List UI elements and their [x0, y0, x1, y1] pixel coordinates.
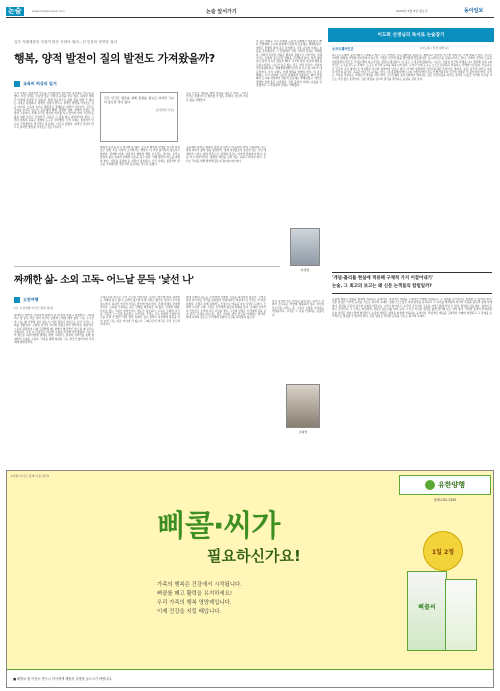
column2-author: [글: 고전여행 시리즈 관련 필자]: [14, 306, 54, 310]
ad-body-line-4: 이제 건강을 지킬 때입니다.: [157, 609, 222, 615]
column1-header: [14, 80, 57, 88]
ad-block: [6, 470, 494, 688]
masthead-brand: 동아일보: [464, 8, 484, 14]
divider-mid: [14, 266, 280, 267]
photo-2: [286, 384, 320, 428]
masthead-url: www.midsnonsul.com: [32, 9, 65, 13]
photo-1-caption: 최정현: [300, 268, 310, 272]
ad-body: [157, 581, 367, 617]
ad-badge: [423, 531, 463, 571]
body-text-col4: 모든 인간은 생존을 위해 물질을 필요로 한다. 그러나 인간은 물질만으로 행복할 수 없는 존재다. 정신적 가치가 삶을 지탱한다.: [186, 92, 248, 102]
ad-body-line-3: 우리 가족의 행복 영양제입니다.: [157, 600, 232, 606]
section-tag: 논술: [8, 7, 22, 15]
body-text-col1: 우리 사회는 물질적인 빈곤을 극복했지만 정신적인 풍요에는 이르지 못했다. 이런 주장은 오늘날 많은 이들의 공감을 얻고 있다. 하지만 행복은 어떻게 측정할 수 있을까. 경제 지표만으로 삶의 질을 말할 수 없다는 사실은 분명하다. 양적인 성장이 반드시 질적인 발전을 가져오는 것은 아니며, 소득이 늘어도 행복감은 정체되는 현상이 나타난다. 우리는 무엇을 놓치고 있는가. 공동체의 해체, 경쟁의 심화, 관계의 단절은 성장의 그늘이다. 이제 우리는 발전의 의미를 다시 물어야 한다. 인간다운 삶을 위한 조건은 무엇인가. 교육은 그 답을 찾는 과정이어야 한다. 그러나 현실의 교육은 경쟁의 도구로 전락했다. 우리 사회는 물질적인 빈곤을 극복했지만 정신적인 풍요에는 이르지 못했다. 양적인 성장이 반드시 질적인 발전을 가져오는 것은 아니다.: [14, 92, 94, 130]
top-kicker: 일부 지배계층의 특권이 많은 사람의 권리…진 인류의 당연한 권리: [14, 40, 117, 44]
ad-price: 판매:102-1200: [433, 498, 457, 502]
body-text-b1: 현대인은 바쁘다. 아침부터 밤까지 쉴 새 없이 일하고 경쟁한다. 그런데 어느 날 문득 거울 속의 자신이 낯설게 느껴질 때가 있다. 나는 누구인가, 나는 왜 이렇게 살고 있는가. 이런 질문이 떠오르는 순간 우리는 소외를 경험한다. 소외란 인간이 자신의 본질로부터 멀어지는 현상이다. 노동의 결과물이 나와 무관해질 때, 관계가 형식적인 것이 될 때 우리는 소외된다. 고전 속 인물들은 이러한 소외를 어떻게 마주했을까. 카프카의 변신은 하루아침에 벌레로 변한 그레고르 잠자의 이야기를 통해 현대인의 소외를 그린다. 가족을 위해 일하던 그는 쓸모가 없어지자 가족에게 외면당한다.: [14, 314, 94, 345]
right-author-label: 소프트웨어인간: [332, 47, 354, 51]
ad-brand-icon: [425, 480, 435, 490]
ad-pack-box: [407, 571, 447, 651]
right-top-banner: [328, 28, 494, 42]
question-line-2: 논술, 그 최고의 보고는 왜 신문 논객들의 칼럼일까?: [332, 284, 432, 289]
ad-pack-box-2: [445, 579, 477, 651]
headline-1: 행복, 양적 발전이 질의 발전도 가져왔을까?: [14, 52, 215, 65]
body-text-col3: 공동체의 회복은 행복의 전제 조건이다. 이웃과의 관계, 가족과의 시간, 일의 의미가 삶의 질을 결정한다. 경제 성장률보다 중요한 것은 국민 개개인이 느끼는 삶의 만족도다. 정책의 목표도 여기에 맞춰져야 한다. 교육 역시 마찬가지다. 행복한 개인을 길러 내는 교육이 되어야 한다. 우리는 무엇을 위해 발전해 왔는지 돌아보아야 한다.: [186, 146, 266, 163]
right-body-1: (1) 소프트웨어 중심사회가 도래하고 있다. 모든 산업이 소프트웨어를 중심으로 재편되고 있으며, 인간의 일자리도 크게 변하고 있다. 우리는 이러한 변화를 어떻게 받아들여야 하는가. 기술은 인간의 삶을 편리하게 만들었지만, 동시에 인간을 소외시키기도 한다. 기계가 인간의 노동을 대신하면서 인간은 무엇을 해야 하는가라는 질문이 제기된다. 이 글은 그 질문에 답하려는 시도다. 기술과 인간의 관계를 다시 생각해 보자. (2) 인간은 도구를 만드는 존재다. 도구는 인간의 능력을 확장시켜 왔다. 그러나 이제 도구는 스스로 판단하고 학습하는 단계에 이르렀다. 인공지능은 인간의 고유 영역으로 여겨졌던 사고의 영역까지 넘보고 있다. 이러한 상황에서 인간다움이란 무엇인가. 창의성, 공감, 윤리적 판단은 여전히 인간의 몫이다. 교육은 바로 이 능력을 기르는 데 집중해야 한다. (3) 기술의 발전 속도가 빨라질수록 인간의 성찰은 더 깊어져야 한다. 우리는 기술을 사용하는 주체로서 책임을 져야 한다. 소프트웨어 중심사회에서 살아남는 길은 인간다움을 지키는 것이다. 논술은 이러한 사고를 기르는 가장 좋은 훈련이다. 신문 칼럼을 읽으며 생각을 정리하는 습관을 길러 보자.: [332, 54, 492, 81]
column1-title: 교육비 허상의 일거: [23, 81, 57, 86]
quote-text: 모든 인간은 생존을 위해 물질을 필요로 하지만 그보다 중요한 것이 있다.: [104, 96, 174, 104]
masthead-rule: [6, 17, 494, 18]
ad-footer: [7, 669, 494, 687]
ad-footer-text: ■ 삐콜씨 합 이용시 반드시 약사에게 제품의 설명을 들으시기 바랍니다.: [13, 677, 113, 681]
section-title: 논술 앞서가기: [206, 9, 237, 15]
ad-brand: 유한양행: [437, 481, 466, 489]
photo-2-caption: 조희영: [298, 430, 308, 434]
body-text-b4: 결국 중요한 것은 자신을 잃지 않는 것이다. 사회가 요구하는 역할에 매몰되지 않고 자신의 목소리를 지키는 것, 그것이 소외를 이겨내는 첫걸음이다. 고전은 그 길을 안내하는 등불이다.: [272, 300, 324, 317]
ad-brand-box: [399, 475, 491, 495]
photo-1: [290, 228, 320, 266]
body-text-mid: 이 같은 변화는 우리 사회의 구조적 문제에서 비롯된다. 빠른 산업화와 도시화 과정에서 전통적 공동체는 해체되었고, 개인은 경쟁의 장에 홀로 남겨졌다. 성장 중심의 사회는 효율을 강조했지만, 그 과정에서 사람 사이의 신뢰는 약해졌다. 사회적 자본의 결핍은 행복의 결핍으로 이어진다. 이제 우리는 성장의 속도보다 방향을 고민해야 한다. 양적 팽창보다 질적 성숙이 필요한 때다. 국가의 발전 지표에 행복을 포함시키려는 시도가 늘고 있는 것도 이런 이유다. 부탄의 국민총행복지수, 경제협력개발기구의 더 나은 삶 지수가 대표적이다. 우리 사회도 이제 행복을 말해야 한다. 이 같은 변화는 우리 사회의 구조적 문제에서 비롯된다. 빠른 산업화와 도시화 과정에서 전통적 공동체는 해체되었고, 개인은 경쟁의 장에 홀로 남겨졌다. 성장 중심의 사회는 효율을 강조했지만 그 과정에서 신뢰는 약해졌다.: [256, 40, 322, 88]
ad-body-line-1: 가족의 행복은 건강에서 시작됩니다.: [157, 582, 242, 588]
column2-title: 고전여행: [23, 297, 39, 302]
right-author-sub: [이도희 / 부산대학교]: [420, 46, 449, 50]
masthead-date: 2009년 5월 8일 월요일: [396, 9, 428, 13]
masthead: [6, 5, 494, 17]
ad-body-line-2: 삐콜를 꽤고 활력을 유지하세요!: [157, 591, 232, 597]
column2-header: [14, 296, 38, 304]
column1-icon: [14, 81, 20, 87]
quote-box: [100, 92, 178, 142]
body-text-col2: 행복의 조건을 다시 생각해 볼 때다. 소득과 행복의 관계를 연구한 학자들은 일정 수준 이상의 소득에서는 행복이 더 이상 증가하지 않는다고 말한다. 관계와 의미, 자율성이 행복의 핵심 요소라는 것이다. 우리는 물질의 풍요 속에서 관계의 빈곤을 겪고 있다. 이제 발전의 척도를 바꿔야 한다. 사람을 중심에 둔 성장이 필요하다. 우리 사회는 물질적인 빈곤을 극복했지만 정신적인 풍요에는 이르지 못했다.: [100, 146, 180, 167]
question-box: [332, 272, 492, 294]
headline-2: 짜깨한 삶- 소외 고독- 어느날 문득 '낯선 나': [14, 275, 194, 286]
ad-product-image: [387, 531, 487, 661]
right-top-title: 이도희 선생님의 독서로 논술잡기: [377, 33, 445, 38]
ad-badge-text: 1일 2정: [431, 548, 455, 556]
right-body-2: 논술의 핵심은 개념을 현실에 적용하는 능력이다. 추상적인 개념을 구체적인 사례와 연결하고, 그 관계를 논리적으로 설명할 수 있어야 한다. 신문 칼럼은 이러한 능력을 기르는 최고의 교재다. 칼럼니스트들은 사회 현상을 분석하고 그 의미를 해석하며 자신의 주장을 설득력 있게 전개한다. 칼럼을 꾸준히 읽으면 사회를 바라보는 시각이 넓어지고, 논리적 글쓰기의 구조를 자연스럽게 익힐 수 있다. 칼럼을 읽을 때는 필자의 주장이 무엇인지, 그 근거는 타당한지, 반론은 없는지를 따져 보자. 그리고 자신의 생각을 짧게 정리해 보는 것이 좋다. 이러한 훈련이 반복되면 논술 실력은 자연스럽게 향상된다. 논술의 핵심은 개념을 현실에 적용하는 능력이다. 추상적인 개념을 구체적인 사례와 연결하고 그 관계를 논리적으로 설명할 수 있어야 한다. 신문 칼럼은 이러한 능력을 기르는 최고의 교재다.: [332, 298, 492, 319]
column2-icon: [14, 297, 20, 303]
quote-source: [칼럼에서 인용]: [156, 109, 174, 112]
ad-product-sub: 필요하신가요!: [207, 547, 301, 565]
body-text-b2: 그레고르의 비극은 우리 모두의 이야기다. 우리는 쓸모에 따라 평가받는 사회에 살고 있다. 능력이 없으면 존재 가치도 없다는 생각이 우리를 짓누른다. 하지만 인간의 가치는 쓸모에 있지 않다. 존재 자체로 존엄한 것이다. 소외를 극복하는 길은 관계를 회복하는 데 있다. 진정한 대화, 서로를 있는 그대로 받아들이는 태도가 필요하다. 고독은 소외와 다르다. 고독은 스스로를 돌아보는 시간이다. 우리는 고독 속에서 진정한 자신을 만날 수 있다. 바쁜 일상 속에서 잠시 멈추어 자신에게 질문을 던져 보자. 나는 지금 어디에 서 있는가. 그레고르의 비극은 우리 모두의 이야기다.: [100, 296, 180, 327]
ad-pack-label: 삐콜씨: [418, 604, 436, 611]
question-line-1: '개념-틀리를 현실에 적용해 구체적 가지 이끌어내기': [332, 276, 434, 281]
ad-topline: [비행 사이즈 휴게 이용 알리]: [11, 474, 50, 478]
ad-product-headline: 삐콜·씨가: [157, 509, 280, 544]
body-text-b3: 현대 사회의 속도는 우리에게 성찰의 시간을 허락하지 않는다. 스마트폰과 인터넷은 우리를 끊임없이 연결하지만 역설적으로 우리는 더 외로워졌다. 수많은 관계 속에서도 진정으로 마음을 나눌 사람은 드물다. 소외와 고독의 시대, 고전은 우리에게 위로와 통찰을 준다. 오래된 이야기 속 인물들은 우리와 같은 고민을 했고, 그들의 선택은 우리에게 길을 보여 준다. 고전을 읽는다는 것은 시대를 넘어 인간을 이해하는 일이다. 현대 사회의 속도는 우리에게 성찰의 시간을 허락하지 않는다.: [186, 296, 266, 320]
